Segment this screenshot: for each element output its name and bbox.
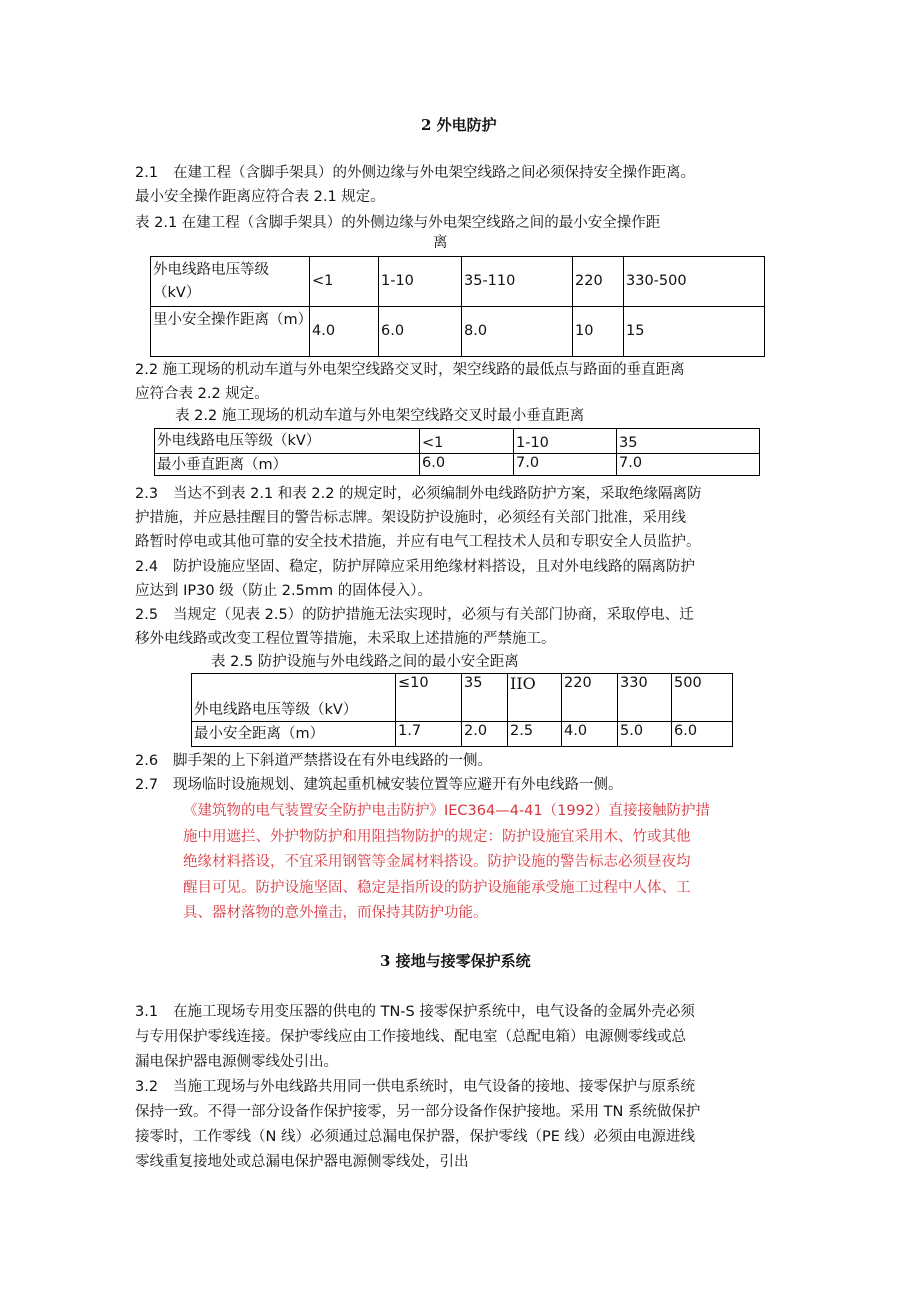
table-cell: 220 (562, 674, 618, 722)
table-cell: 7.0 (617, 454, 760, 476)
table-cell: 4.0 (310, 307, 379, 357)
clause-number: 2.3 (135, 486, 159, 502)
table-cell: 10 (573, 307, 624, 357)
paragraph-2-3: 2.3 当达不到表 2.1 和表 2.2 的规定时，必须编制外电线路防护方案，采取绝缘隔离防 护措施，并应悬挂醒目的警告标志牌。架设防护设施时，必须经有关部门批准，采用线 路暂时停电或其他可靠的安全技术措施，并应有电气工程技术人员和专职安全人员监护。 (135, 482, 702, 554)
table-cell: 1.7 (396, 722, 462, 747)
clause-number: 2.5 (135, 607, 159, 623)
table-cell: 里小安全操作距离（m） (151, 307, 310, 357)
clause-number: 2.7 (135, 777, 159, 793)
table-cell: 330-500 (624, 257, 765, 307)
table-cell: 1-10 (379, 257, 462, 307)
table-cell: 外电线路电压等级（kV） (192, 674, 396, 722)
table-cell: 220 (573, 257, 624, 307)
paragraph-2-6: 2.6 脚手架的上下斜道严禁搭设在有外电线路的一侧。 (135, 749, 492, 773)
table-cell: <1 (420, 429, 514, 454)
table-cell: 1-10 (514, 429, 617, 454)
table-row (151, 257, 765, 307)
table-cell: 8.0 (462, 307, 573, 357)
table-2-2-caption: 表 2.2 施工现场的机动车道与外电架空线路交叉时最小垂直距离 (175, 408, 585, 424)
table-cell: 500 (672, 674, 733, 722)
table-2-5 (191, 673, 733, 747)
table-cell: 5.0 (618, 722, 672, 747)
paragraph-3-2: 3.2 当施工现场与外电线路共用同一供电系统时，电气设备的接地、接零保护与原系统 保持一致。不得一部分设备作保护接零，另一部分设备作保护接地。采用 TN 系统做保护 接零时，工作零线（N 线）必须通过总漏电保护器，保护零线（PE 线）必须由电源进线 零线重复接地处或总漏电保护器电源侧零线处，引出 (135, 1075, 700, 1175)
table-cell: 15 (624, 307, 765, 357)
section-3-title: 3 接地与接零保护系统 (380, 952, 531, 970)
table-cell: IIO (508, 674, 562, 722)
clause-number: 2.6 (135, 753, 159, 769)
paragraph-2-4: 2.4 防护设施应坚固、稳定，防护屏障应采用绝缘材料搭设，且对外电线路的隔离防护 应达到 IP30 级（防止 2.5mm 的固体侵入）。 (135, 555, 695, 603)
table-2-1-caption-cont: 离 (433, 235, 448, 251)
table-cell: 7.0 (514, 454, 617, 476)
table-2-5-caption: 表 2.5 防护设施与外电线路之间的最小安全距离 (211, 654, 519, 670)
paragraph-2-5: 2.5 当规定（见表 2.5）的防护措施无法实现时，必须与有关部门协商，采取停电、迁 移外电线路或改变工程位置等措施，未采取上述措施的严禁施工。 (135, 603, 694, 651)
table-cell: 2.0 (462, 722, 508, 747)
section-2-title: 2 外电防护 (421, 116, 497, 134)
explanatory-note: 《建筑物的电气装置安全防护电击防护》IEC364—4-41（1992）直接接触防护措 施中用遮拦、外护物防护和用阻挡物防护的规定：防护设施宜采用木、竹或其他 绝缘材料搭设，不宜采用钢管等金属材料搭设。防护设施的警告标志必须昼夜均 醒目可见。防护设施坚固、稳定是指所设的防护设施能承受施工过程中人体、工 具、器材落物的意外撞击，而保持其防护功能。 (183, 803, 711, 921)
paragraph-2-2: 2.2 施工现场的机动车道与外电架空线路交叉时，架空线路的最低点与路面的垂直距离 应符合表 2.2 规定。 (135, 362, 685, 402)
table-2-1-caption: 表 2.1 在建工程（含脚手架具）的外侧边缘与外电架空线路之间的最小安全操作距 (135, 215, 661, 231)
table-cell: <1 (310, 257, 379, 307)
table-cell: 35 (617, 429, 760, 454)
clause-number: 3.2 (135, 1079, 159, 1095)
clause-number: 3.1 (135, 1004, 159, 1020)
table-cell: 2.5 (508, 722, 562, 747)
table-row (155, 429, 760, 454)
table-cell: 6.0 (672, 722, 733, 747)
clause-number: 2.4 (135, 559, 159, 575)
table-2-2 (154, 428, 760, 476)
table-cell: 330 (618, 674, 672, 722)
table-cell: 4.0 (562, 722, 618, 747)
table-row (192, 674, 733, 722)
table-row (192, 722, 733, 747)
table-cell: 最小垂直距离（m） (155, 454, 420, 476)
table-row (151, 307, 765, 357)
clause-number: 2.1 (135, 165, 159, 181)
paragraph-2-7: 2.7 现场临时设施规划、建筑起重机械安装位置等应避开有外电线路一侧。 (135, 773, 623, 797)
table-cell: 最小安全距离（m） (192, 722, 396, 747)
paragraph-2-1: 2.1 在建工程（含脚手架具）的外侧边缘与外电架空线路之间必须保持安全操作距离。 最小安全操作距离应符合表 2.1 规定。 (135, 161, 695, 209)
table-cell: 外电线路电压等级（kV） (155, 429, 420, 454)
table-cell: 35-110 (462, 257, 573, 307)
table-cell: 35 (462, 674, 508, 722)
table-cell: 6.0 (420, 454, 514, 476)
table-row (155, 454, 760, 476)
table-cell: 外电线路电压等级（kV） (151, 257, 310, 307)
paragraph-3-1: 3.1 在施工现场专用变压器的供电的 TN-S 接零保护系统中，电气设备的金属外壳必须 与专用保护零线连接。保护零线应由工作接地线、配电室（总配电箱）电源侧零线或总 漏电保护器电源侧零线处引出。 (135, 1000, 695, 1075)
table-cell: 6.0 (379, 307, 462, 357)
table-2-1 (150, 256, 765, 357)
table-cell: ≤10 (396, 674, 462, 722)
